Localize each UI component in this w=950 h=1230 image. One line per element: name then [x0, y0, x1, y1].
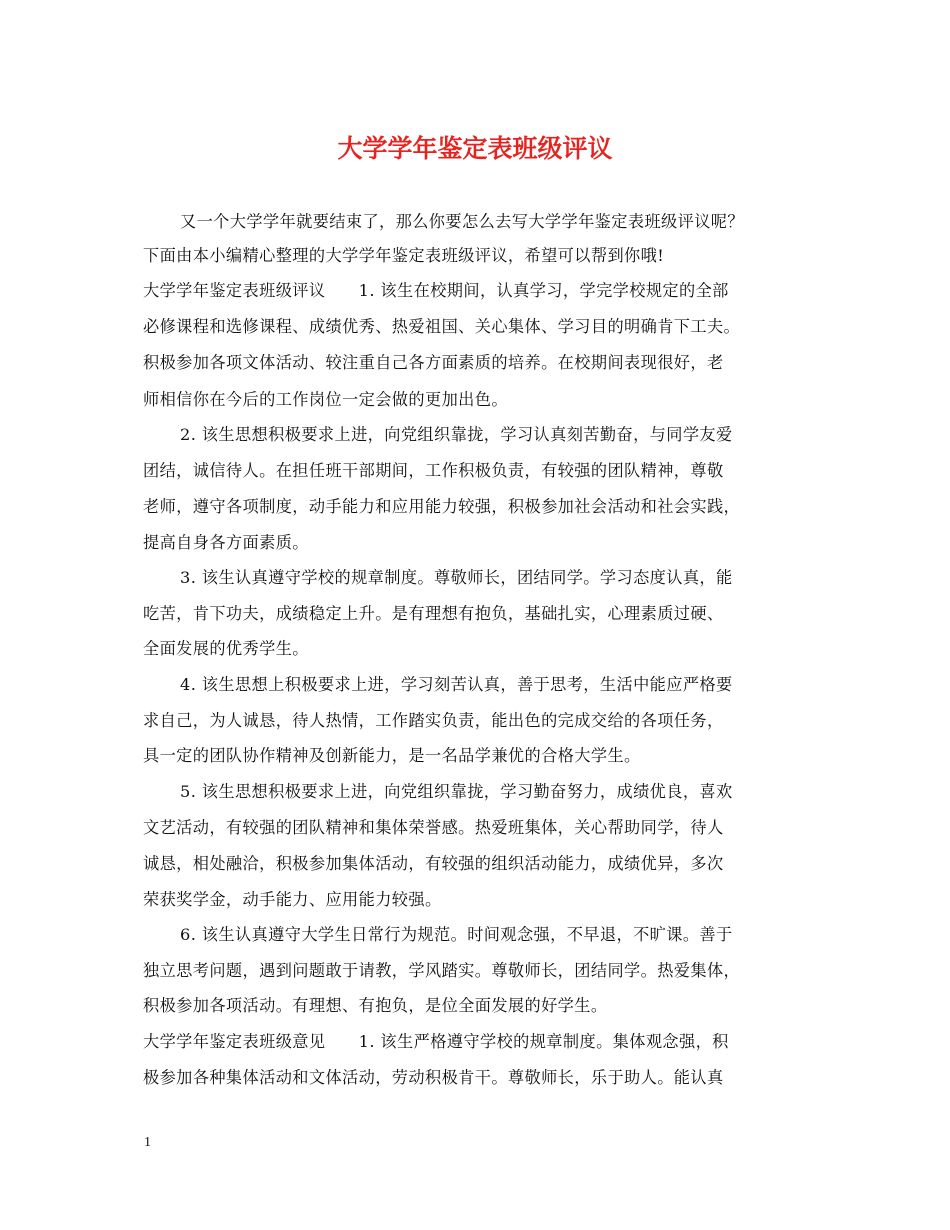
text-line: 3. 该生认真遵守学校的规章制度。尊敬师长，团结同学。学习态度认真，能 — [180, 568, 733, 587]
text-line: 2. 该生思想积极要求上进，向党组织靠拢，学习认真刻苦勤奋，与同学友爱 — [180, 425, 733, 444]
text-line: 积极参加各项文体活动、较注重自己各方面素质的培养。在校期间表现很好，老 — [143, 353, 724, 372]
text-line: 6. 该生认真遵守大学生日常行为规范。时间观念强，不早退，不旷课。善于 — [180, 925, 733, 944]
text-line: 大学学年鉴定表班级意见 1. 该生严格遵守学校的规章制度。集体观念强，积 — [143, 1032, 729, 1051]
text-line: 荣获奖学金，动手能力、应用能力较强。 — [143, 890, 442, 909]
text-line: 又一个大学学年就要结束了，那么你要怎么去写大学学年鉴定表班级评议呢？ — [180, 212, 744, 231]
text-line: 诚恳，相处融洽，积极参加集体活动，有较强的组织活动能力，成绩优异，多次 — [143, 854, 724, 873]
text-line: 极参加各种集体活动和文体活动，劳动积极肯干。尊敬师长，乐于助人。能认真 — [143, 1068, 724, 1087]
text-line: 4. 该生思想上积极要求上进，学习刻苦认真，善于思考，生活中能应严格要 — [180, 675, 733, 694]
text-line: 师相信你在今后的工作岗位一定会做的更加出色。 — [143, 390, 508, 409]
text-line: 老师，遵守各项制度，动手能力和应用能力较强，积极参加社会活动和社会实践， — [143, 497, 741, 516]
text-line: 全面发展的优秀学生。 — [143, 639, 309, 658]
text-line: 提高自身各方面素质。 — [143, 533, 309, 552]
text-line: 积极参加各项活动。有理想、有抱负，是位全面发展的好学生。 — [143, 996, 608, 1015]
page-number: 1 — [144, 1135, 151, 1150]
text-line: 下面由本小编精心整理的大学学年鉴定表班级评议，希望可以帮到你哦! — [143, 246, 665, 265]
document-title: 大学学年鉴定表班级评议 — [337, 134, 613, 163]
text-line: 文艺活动，有较强的团队精神和集体荣誉感。热爱班集体，关心帮助同学，待人 — [143, 818, 724, 837]
text-line: 大学学年鉴定表班级评议 1. 该生在校期间，认真学习，学完学校规定的全部 — [143, 281, 729, 300]
text-line: 吃苦，肯下功夫，成绩稳定上升。是有理想有抱负，基础扎实，心理素质过硬、 — [143, 604, 724, 623]
text-line: 团结，诚信待人。在担任班干部期间，工作积极负责，有较强的团队精神，尊敬 — [143, 461, 724, 480]
text-line: 具一定的团队协作精神及创新能力，是一名品学兼优的合格大学生。 — [143, 746, 641, 765]
text-line: 求自己，为人诚恳，待人热情，工作踏实负责，能出色的完成交给的各项任务， — [143, 711, 724, 730]
text-line: 独立思考问题，遇到问题敢于请教，学风踏实。尊敬师长，团结同学。热爱集体， — [143, 961, 741, 980]
text-line: 必修课程和选修课程、成绩优秀、热爱祖国、关心集体、学习目的明确肯下工夫。 — [143, 317, 741, 336]
text-line: 5. 该生思想积极要求上进，向党组织靠拢，学习勤奋努力，成绩优良，喜欢 — [180, 782, 733, 801]
